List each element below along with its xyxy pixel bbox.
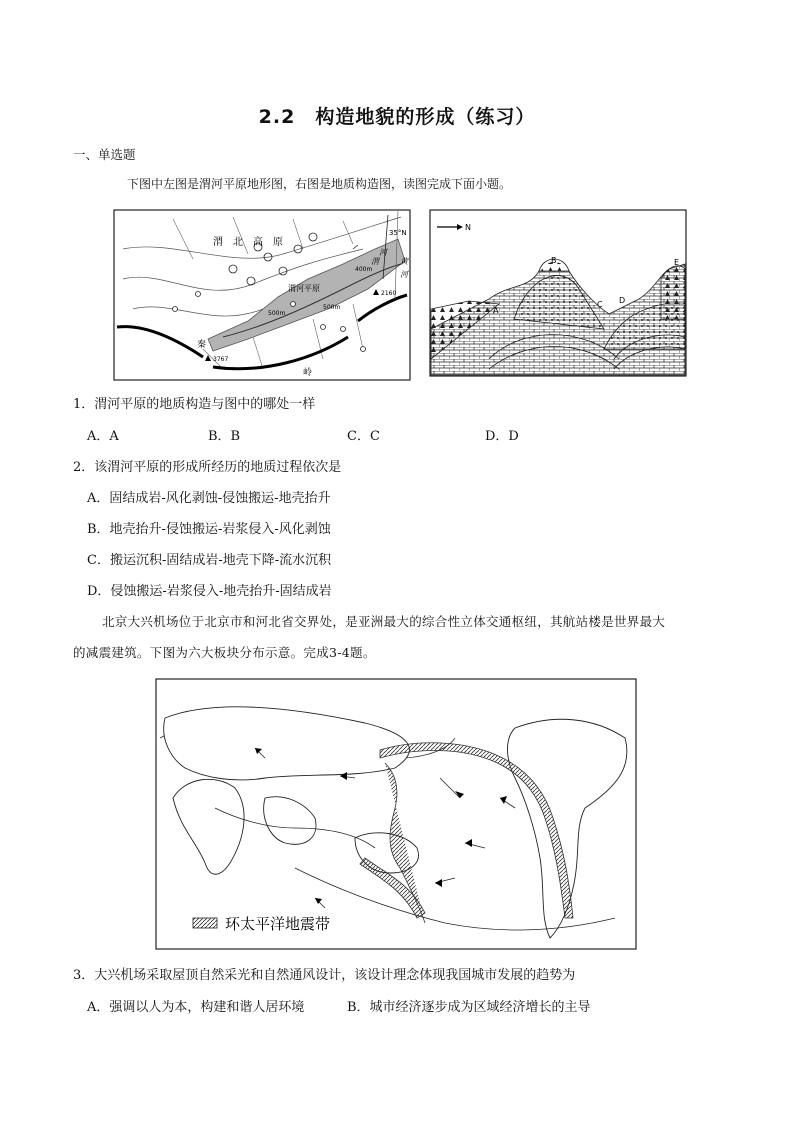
peak-elevation-1: 3767 [213,356,229,363]
point-d-label: D [619,296,626,305]
question-3-option-b: B．城市经济逐步成为区域经济增长的主导 [347,1000,591,1015]
latitude-label: 35°N [389,229,407,237]
question-1-option-a: A．A [87,429,119,444]
question-1-option-c: C．C [347,429,380,444]
peak-elevation-2: 2160 [381,290,397,297]
weibei-plateau-label: 渭 北 高 原 [213,237,283,248]
page-title: 2.2 构造地貌的形成（练习） [258,106,536,128]
qinling-label-2: 岭 [303,368,313,378]
weihe-plain-map [113,209,411,381]
question-1-option-d: D．D [485,429,519,444]
weihe-plain-label: 渭河平原 [288,284,320,293]
question-2-option-d: D．侵蚀搬运-岩浆侵入-地壳抬升-固结成岩 [87,584,332,599]
intro-paragraph-2-line-1: 北京大兴机场位于北京市和河北省交界处，是亚洲最大的综合性立体交通枢纽，其航站楼是世界最大 [102,614,666,629]
elevation-500-label-a: 500m [323,304,341,311]
intro-paragraph-2-line-2: 的减震建筑。下图为六大板块分布示意。完成3-4题。 [73,645,376,660]
question-2-option-a: A．固结成岩-风化剥蚀-侵蚀搬运-地壳抬升 [87,491,331,506]
geologic-structure-diagram [429,209,687,377]
weihe-river-label-2: 河 [379,248,387,257]
question-2-stem: 2．该渭河平原的形成所经历的地质过程依次是 [73,460,342,475]
weihe-river-label-1: 渭 [371,257,379,266]
question-1-option-b: B．B [208,429,241,444]
point-b-label: B [551,256,557,265]
qinling-label-1: 秦 [197,340,207,350]
yellow-river-label-1: 黄 [400,257,408,266]
question-1-stem: 1．渭河平原的地质构造与图中的哪处一样 [73,397,316,412]
question-2-option-c: C．搬运沉积-固结成岩-地壳下降-流水沉积 [87,553,332,568]
elevation-400-label: 400m [355,266,373,273]
north-arrow-label: N [465,223,471,232]
legend-label: 环太平洋地震带 [225,915,331,933]
question-2-option-b: B．地壳抬升-侵蚀搬运-岩浆侵入-风化剥蚀 [87,522,331,537]
section-heading: 一、单选题 [73,147,136,162]
point-e-label: E [674,258,680,267]
question-3-option-a: A．强调以人为本，构建和谐人居环境 [87,1000,305,1015]
point-c-label: C [597,300,603,309]
world-plates-map [155,678,637,950]
intro-paragraph-1: 下图中左图是渭河平原地形图，右图是地质构造图，读图完成下面小题。 [127,177,512,191]
point-a-label: A [493,306,499,315]
question-3-stem: 3．大兴机场采取屋顶自然采光和自然通风设计，该设计理念体现我国城市发展的趋势为 [73,968,576,983]
yellow-river-label-2: 河 [400,270,408,279]
elevation-500-label-b: 500m [268,310,286,317]
